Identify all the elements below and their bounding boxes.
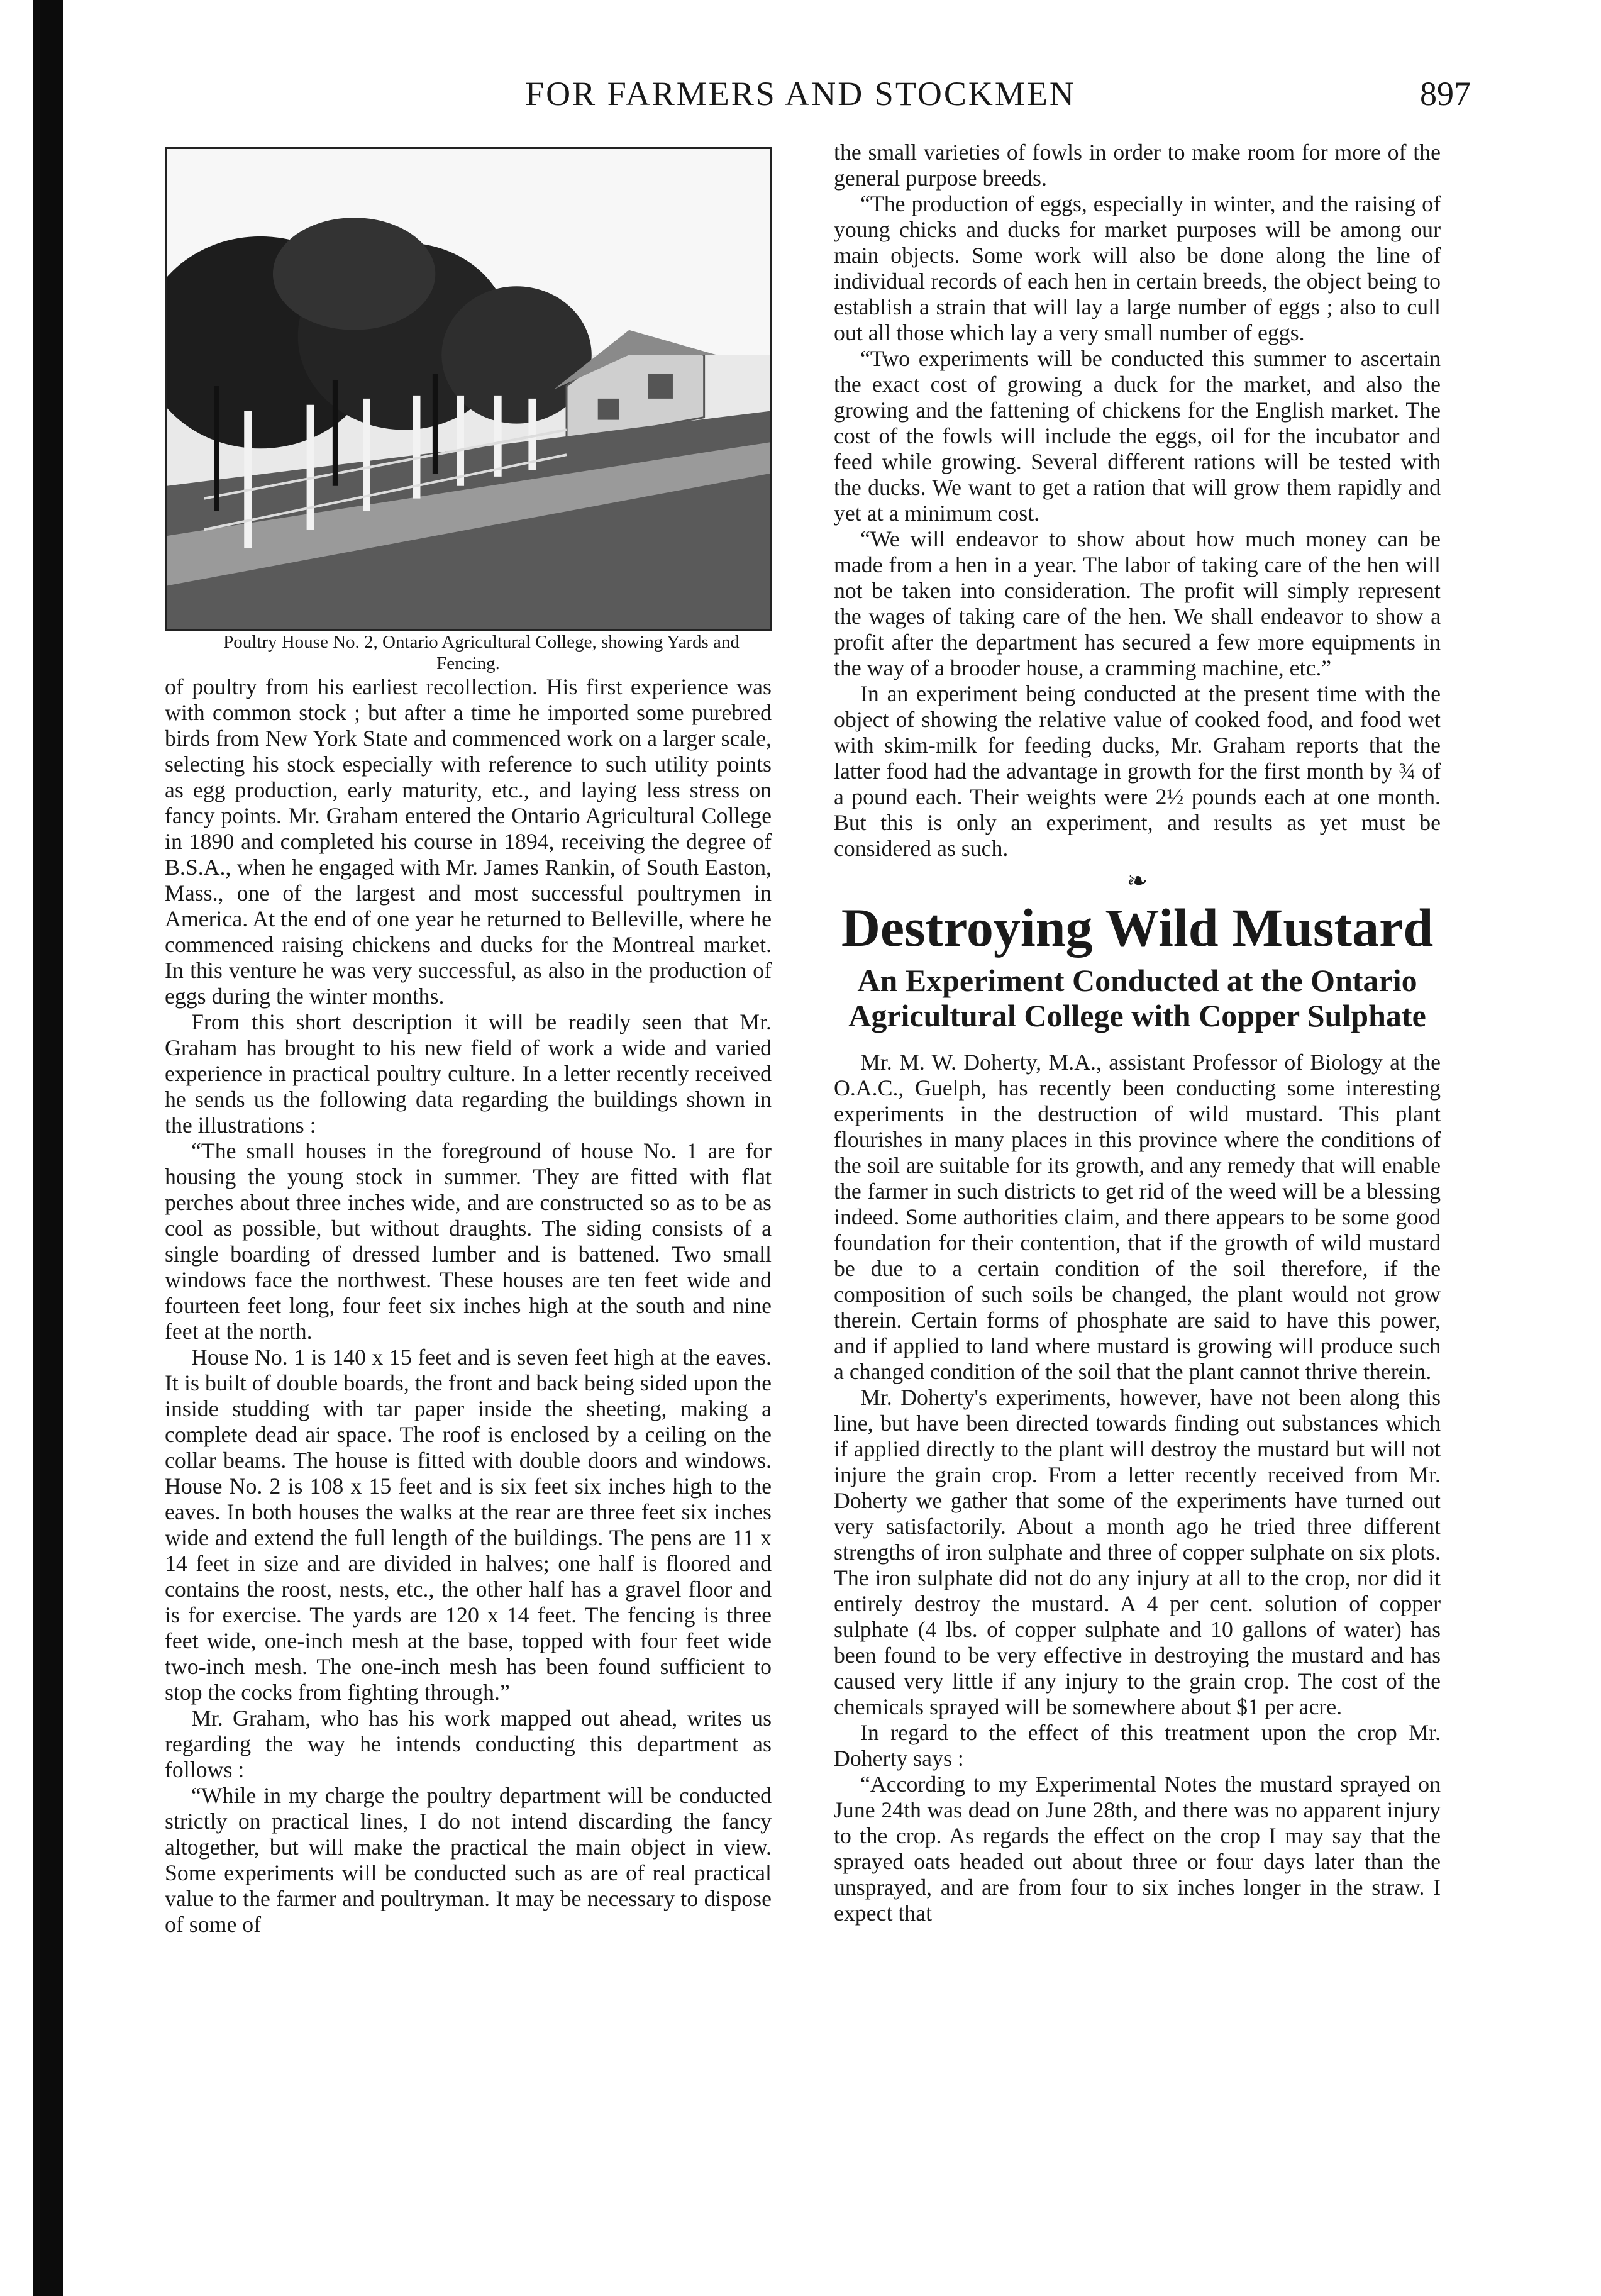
article-subheadline: An Experiment Conducted at the Ontario Agricultural College with Copper Sulphate — [848, 963, 1426, 1033]
page-number: 897 — [1420, 75, 1471, 113]
right-paragraph: “We will endeavor to show about how much money can be made from a hen in a year. The labor of taking care of the hen will not be taken into consideration. The profit will simply represent the wages of taking care of the hen. We shall endeavor to show a profit after the department has secured a few more equipments in the way of a brooder house, a cramming machine, etc.” — [834, 526, 1441, 680]
left-paragraph: Mr. Graham, who has his work mapped out ahead, writes us regarding the way he intends conducting this department as follows : — [165, 1705, 772, 1782]
page-binding-edge — [33, 0, 63, 2296]
right-paragraph: the small varieties of fowls in order to make room for more of the general purpose breeds. — [834, 140, 1441, 191]
right-column — [834, 140, 1441, 1926]
right-paragraph: “Two experiments will be conducted this summer to ascertain the exact cost of growing a duck for the market, and also the growing and the fattening of chickens for the English market. The cost of the fowls will include the eggs, oil for the incubator and feed while growing. Several different rations will be tested with the ducks. We want to get a ration that will grow them rapidly and yet at a minimum cost. — [834, 346, 1441, 526]
article-paragraph: Mr. Doherty's experiments, however, have not been along this line, but have been directed towards finding out substances which if applied directly to the plant will destroy the mustard but will not injure the grain crop. From a letter recently received from Mr. Doherty we gather that some of the experiments have turned out very satisfactorily. About a month ago he tried three different strengths of iron sulphate and three of copper sulphate on six plots. The iron sulphate did not do any injury at all to the crop, nor did it entirely destroy the mustard. A 4 per cent. solution of copper sulphate (4 lbs. of copper sulphate and 10 gallons of water) has been found to be very effective in destroying the mustard and has caused very little if any injury to the grain crop. The cost of the chemicals sprayed will be somewhere about $1 per acre. — [834, 1385, 1441, 1719]
section-ornament-icon: ❧ — [1126, 867, 1148, 895]
article-paragraph: “According to my Experimental Notes the mustard sprayed on June 24th was dead on June 28th, and there was no apparent injury to the crop. As regards the effect on the crop I may say that the sprayed oats headed out about three or four days later than the unsprayed, and are from four to six inches longer in the straw. I expect that — [834, 1772, 1441, 1926]
left-paragraph: of poultry from his earliest recollection. His first experience was with common stock ; but after a time he imported some purebred birds from New York State and commenced work on a larger scale, selecting his stock especially with reference to such utility points as egg production, early maturity, etc., and laying less stress on fancy points. Mr. Graham entered the Ontario Agricultural College in 1890 and completed his course in 1894, receiving the degree of B.S.A., when he engaged with Mr. James Rankin, of South Easton, Mass., one of the largest and most successful poultrymen in America. At the end of one year he returned to Belleville, where he commenced raising chickens and ducks for the Montreal market. In this venture he was very successful, as also in the production of eggs during the winter months. — [165, 674, 772, 1009]
running-head: FOR FARMERS AND STOCKMEN — [525, 75, 1076, 113]
right-paragraph: “The production of eggs, especially in winter, and the raising of young chicks and ducks for market purposes will be among our main objects. Some work will also be done along the line of individual records of each hen in certain breeds, the object being to establish a strain that will lay a large number of eggs ; also to cull out all those which lay a very small number of eggs. — [834, 191, 1441, 345]
left-paragraph: “While in my charge the poultry department will be conducted strictly on practical lines, I do not intend discarding the fancy altogether, but will make the practical the main object in view. Some experiments will be conducted such as are of real practical value to the farmer and poultryman. It may be necessary to dispose of some of — [165, 1783, 772, 1937]
left-paragraph: “The small houses in the foreground of house No. 1 are for housing the young stock in summer. They are fitted with flat perches about three inches wide, and are constructed so as to be as cool as possible, but without draughts. The siding consists of a single boarding of dressed lumber and is battened. Two small windows face the northwest. These houses are ten feet wide and fourteen feet long, four feet six inches high at the south and nine feet at the north. — [165, 1138, 772, 1344]
poultry-house-photo — [165, 147, 772, 631]
article-paragraph: In regard to the effect of this treatment upon the crop Mr. Doherty says : — [834, 1720, 1441, 1771]
left-column — [165, 140, 772, 1938]
left-paragraph: House No. 1 is 140 x 15 feet and is seven feet high at the eaves. It is built of double boards, the front and back being sided upon the inside studding with tar paper inside the sheeting, making a complete dead air space. The roof is enclosed by a ceiling on the collar beams. The house is fitted with double doors and windows. House No. 2 is 108 x 15 feet and is six feet six inches high to the eaves. In both houses the walks at the rear are three feet six inches wide and extend the full length of the buildings. The pens are 11 x 14 feet in size and are divided in halves; one half is floored and contains the roost, nests, etc., the other half has a gravel floor and is for exercise. The yards are 120 x 14 feet. The fencing is three feet wide, one-inch mesh at the base, topped with four feet wide two-inch mesh. The one-inch mesh has been found sufficient to stop the cocks from fighting through.” — [165, 1345, 772, 1705]
left-paragraph: From this short description it will be readily seen that Mr. Graham has brought to his new field of work a wide and varied experience in practical poultry culture. In a letter recently received he sends us the following data regarding the buildings shown in the illustrations : — [165, 1009, 772, 1138]
article-headline: Destroying Wild Mustard — [841, 897, 1434, 958]
right-paragraph: In an experiment being conducted at the present time with the object of showing the relative value of cooked food, and food wet with skim-milk for feeding ducks, Mr. Graham reports that the latter food had the advantage in growth for the first month by ¾ of a pound each. Their weights were 2½ pounds each at one month. But this is only an experiment, and results as yet must be considered as such. — [834, 681, 1441, 861]
poultry-house-illustration — [167, 149, 770, 629]
article-paragraph: Mr. M. W. Doherty, M.A., assistant Professor of Biology at the O.A.C., Guelph, has recently been conducting some interesting experiments in the destruction of wild mustard. This plant flourishes in many places in this province where the conditions of the soil are suitable for its growth, and any remedy that will enable the farmer in such districts to get rid of the weed will be a blessing indeed. Some authorities claim, and there appears to be some good foundation for their contention, that if the growth of wild mustard be due to a certain condition of the soil therefore, if the composition of such soils be changed, the plant would not grow therein. Certain forms of phosphate are said to have this power, and if applied to land where mustard is growing will produce such a changed condition of the soil that the plant cannot thrive therein. — [834, 1050, 1441, 1384]
figure-caption: Poultry House No. 2, Ontario Agricultural College, showing Yards and Fencing. — [223, 632, 740, 674]
